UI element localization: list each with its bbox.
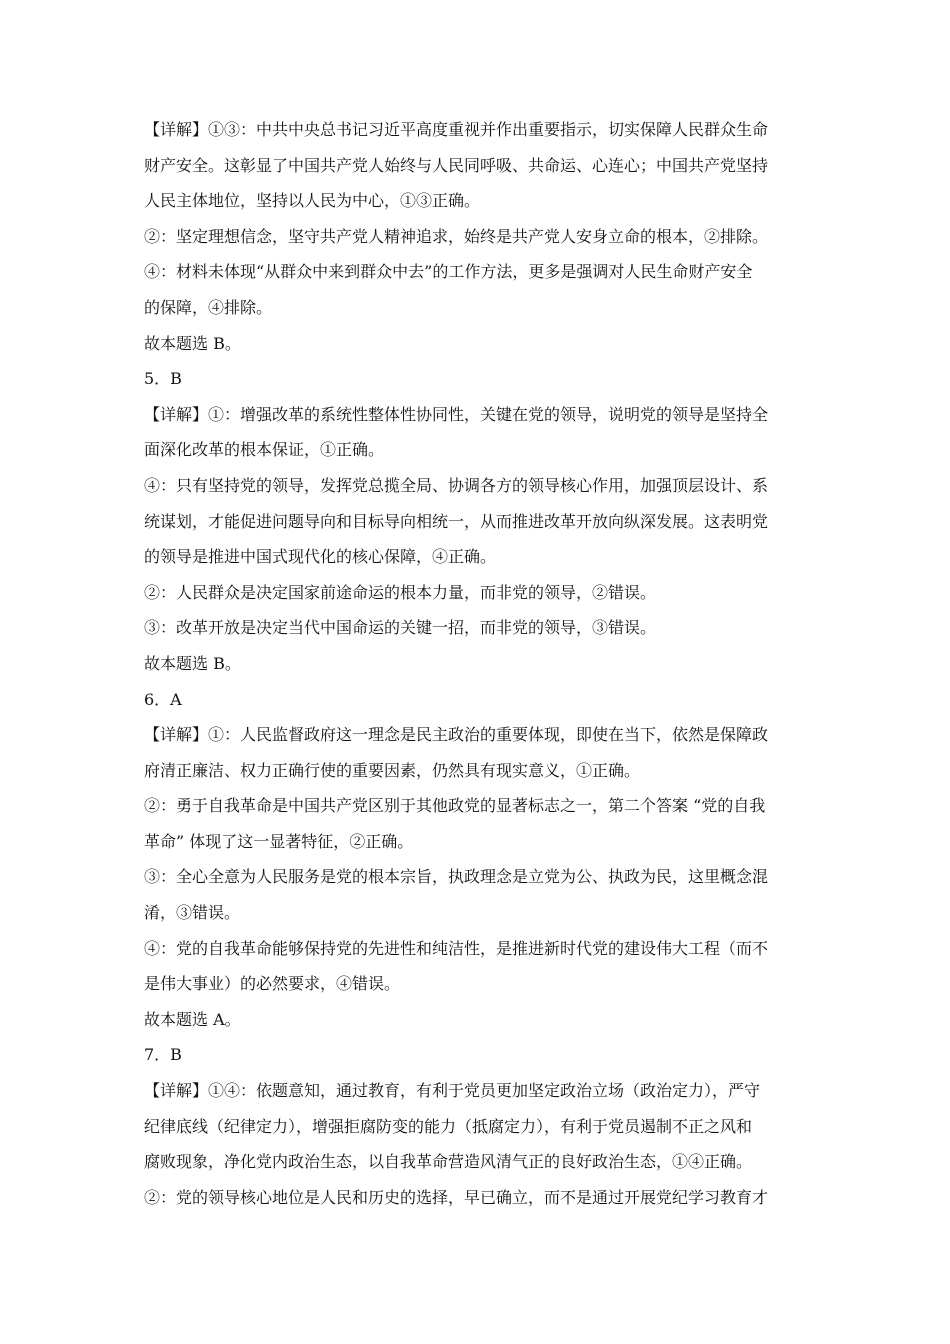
- text-line: ②：人民群众是决定国家前途命运的根本力量，而非党的领导，②错误。: [144, 582, 657, 602]
- question-number: 7．B: [144, 1045, 182, 1065]
- text-line: 纪律底线（纪律定力），增强拒腐防变的能力（抵腐定力），有利于党员遏制不正之风和: [144, 1116, 753, 1136]
- question-number: 5．B: [144, 369, 182, 389]
- text-line: 故本题选 B。: [144, 653, 241, 673]
- text-line: 财产安全。这彰显了中国共产党人始终与人民同呼吸、共命运、心连心；中国共产党坚持: [144, 155, 769, 175]
- text-line: 是伟大事业）的必然要求，④错误。: [144, 974, 401, 994]
- text-line: 人民主体地位，坚持以人民为中心，①③正确。: [144, 191, 481, 211]
- text-line: ②：勇于自我革命是中国共产党区别于其他政党的显著标志之一，第二个答案 “党的自我: [144, 796, 766, 816]
- text-line: 【详解】①：增强改革的系统性整体性协同性，关键在党的领导，说明党的领导是坚持全: [144, 404, 769, 424]
- text-line: ③：全心全意为人民服务是党的根本宗旨，执政理念是立党为公、执政为民，这里概念混: [144, 867, 769, 887]
- text-line: 的领导是推进中国式现代化的核心保障，④正确。: [144, 547, 497, 567]
- text-line: 【详解】①③：中共中央总书记习近平高度重视并作出重要指示，切实保障人民群众生命: [144, 120, 769, 139]
- text-line: 革命” 体现了这一显著特征，②正确。: [144, 831, 414, 851]
- answer-explanations: [144, 112, 809, 1215]
- text-line: 故本题选 A。: [144, 1009, 241, 1029]
- text-line: ④：只有坚持党的领导，发挥党总揽全局、协调各方的领导核心作用，加强顶层设计、系: [144, 475, 769, 495]
- text-line: 【详解】①：人民监督政府这一理念是民主政治的重要体现，即使在当下，依然是保障政: [144, 725, 769, 745]
- text-line: ④：材料未体现“从群众中来到群众中去”的工作方法，更多是强调对人民生命财产安全: [144, 262, 753, 282]
- text-line: ③：改革开放是决定当代中国命运的关键一招，而非党的领导，③错误。: [144, 618, 657, 638]
- text-line: 府清正廉洁、权力正确行使的重要因素，仍然具有现实意义，①正确。: [144, 760, 641, 780]
- text-line: ②：党的领导核心地位是人民和历史的选择，早已确立，而不是通过开展党纪学习教育才: [144, 1187, 769, 1207]
- text-line: 面深化改革的根本保证，①正确。: [144, 440, 385, 460]
- text-line: 的保障，④排除。: [144, 297, 273, 317]
- text-line: ④：党的自我革命能够保持党的先进性和纯洁性，是推进新时代党的建设伟大工程（而不: [144, 938, 769, 958]
- question-number: 6．A: [144, 689, 182, 709]
- text-line: 故本题选 B。: [144, 333, 241, 353]
- text-line: 【详解】①④：依题意知，通过教育，有利于党员更加坚定政治立场（政治定力），严守: [144, 1081, 761, 1101]
- text-line: ②：坚定理想信念，坚守共产党人精神追求，始终是共产党人安身立命的根本，②排除。: [144, 226, 769, 246]
- text-line: 腐败现象，净化党内政治生态，以自我革命营造风清气正的良好政治生态，①④正确。: [144, 1152, 753, 1172]
- text-line: 淆，③错误。: [144, 903, 241, 923]
- text-line: 统谋划，才能促进问题导向和目标导向相统一，从而推进改革开放向纵深发展。这表明党: [144, 511, 769, 531]
